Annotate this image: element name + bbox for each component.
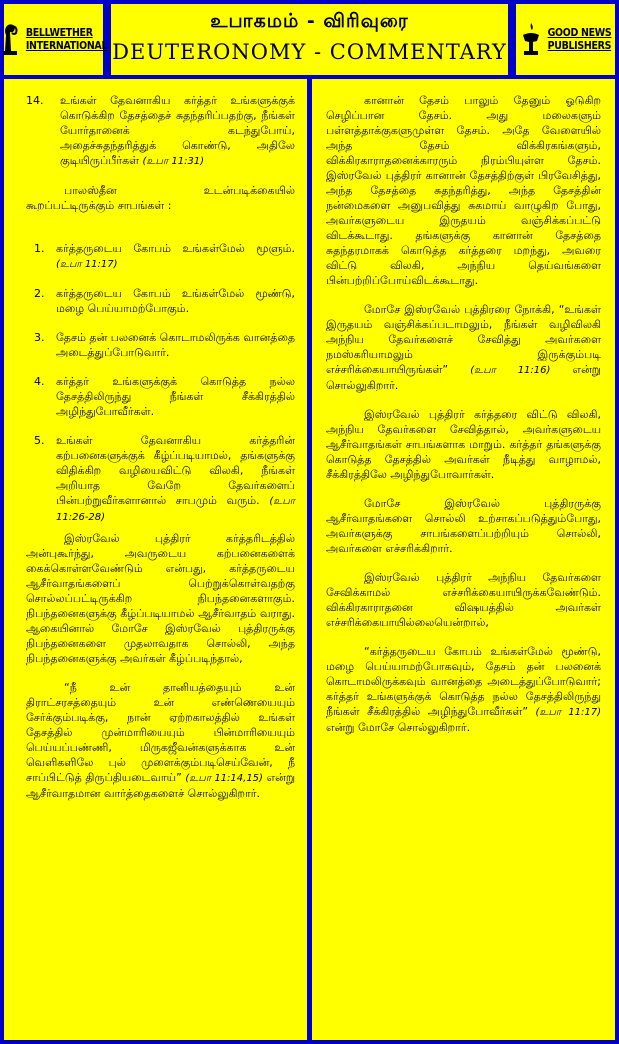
page-header (111, 4, 508, 75)
logo-right-line2: PUBLISHERS (547, 39, 612, 52)
paragraph: மோசே இஸ்ரவேல் புத்திரரை நோக்கி, “உங்கள் இருதயம் வஞ்சிக்கப்படாமலும், நீங்கள் வழிவிலகி அந்நிய தேவர்களைச் சேவித்து அவர்களை நமஸ்கரியாமலும் இருக்கும்படி எச்சரிக்கையாயிருங்கள்” (உபா 11:16) என்று சொல்லுகிறார். (326, 303, 601, 392)
logo-right-line1: GOOD NEWS (547, 26, 612, 39)
logo-left-line2: INTERNATIONAL (25, 39, 108, 52)
verse-ref: (உபா 11:31) (142, 156, 205, 167)
paragraph: மோசே இஸ்ரவேல் புத்திரருக்கு ஆசீர்வாதங்களை சொல்லி உற்சாகப்படுத்தும்போது, அவர்களுக்கு சாபங்களைப்பற்றியும் சொல்லி, அவர்களை எச்சரிக்கிறார். (326, 497, 601, 555)
lamp-icon (520, 21, 542, 59)
ram-icon (0, 21, 20, 59)
right-column (312, 79, 615, 1040)
list-item: 4. கர்த்தர் உங்களுக்குக் கொடுத்த நல்ல தேசத்திலிருந்து நீங்கள் சீக்கிரத்தில் அழிந்துபோவீர்கள். (34, 375, 295, 418)
paragraph: இஸ்ரவேல் புத்திரர் கர்த்தரை விட்டு விலகி, அந்நிய தேவர்களை சேவித்தால், அவர்களுடைய ஆசீர்வாதங்கள் சாபங்களாக மாறும். கர்த்தர் தங்களுக்கு கொடுத்த தேசத்தில் அவர்கள் நீடித்து வாழாமல், சீக்கிரத்திலே அழிந்துபோவார்கள். (326, 408, 601, 481)
list-item: 3. தேசம் தன் பலனைக் கொடாமலிருக்க வானத்தை அடைத்துப்போடுவார். (34, 331, 296, 359)
verse-number: 14. (26, 94, 44, 107)
english-title: DEUTERONOMY - COMMENTARY (112, 40, 507, 64)
curses-intro: பாலஸ்தீன உடன்படிக்கையில் கூறப்பட்டிருக்கும் சாபங்கள் : (26, 184, 295, 212)
verse-14 (26, 93, 295, 169)
logo-left-line1: BELLWETHER (25, 26, 93, 39)
list-item: 2. கர்த்தருடைய கோபம் உங்கள்மேல் மூண்டு, மழை பெய்யாமற்போகும். (34, 287, 295, 315)
paragraph: இஸ்ரவேல் புத்திரர் அந்நிய தேவர்களை சேவிக்காமல் எச்சரிக்கையாயிருக்கவேண்டும். விக்கிரகாராதனை விஷயத்தில் அவர்கள் எச்சரிக்கையாயில்லையென்றால், (326, 571, 601, 629)
list-item: 1. கர்த்தருடைய கோபம் உங்கள்மேல் மூளும். (உபா 11:17) (34, 242, 295, 270)
verse-text: உங்கள் தேவனாகிய கர்த்தர் உங்களுக்குக் கொடுக்கிற தேசத்தைச் சுதந்தரிப்பதற்கு, நீங்கள் யோர்தானைக் கடந்துபோய், அதைச்சுதந்தரித்துக் கொண்டு, அதிலே குடியிருப்பீர்கள் (60, 94, 295, 167)
blessing-quote: “நீ உன் தானியத்தையும் உன் திராட்சரசத்தையும் உன் எண்ணெயையும் சேர்க்கும்படிக்கு, நான் ஏற்றகாலத்தில் உங்கள் தேசத்தில் முன்மாரியையும் பின்மாரியையும் பெய்யப்பண்ணி, மிருகஜீவன்களுக்காக உன் வெளிகளிலே புல் முளைக்கும்படிசெய்வேன், நீ சாப்பிட்டுத் திருப்தியடைவாய்” (உபா 11:14,15) என்று ஆசீர்வாதமான வார்த்தைகளைச் சொல்லுகிறார். (26, 681, 296, 800)
paragraph: இஸ்ரவேல் புத்திரர் கர்த்தரிடத்தில் அன்புகூர்ந்து, அவருடைய கற்பனைகளைக் கைக்கொள்ளவேண்டும் என்பது, கர்த்தருடைய ஆசீர்வாதங்களைப் பெற்றுக்கொள்வதற்கு சொல்லப்பட்டிருக்கிற நிபந்தனைகளாகும். நிபந்தனைகளுக்கு கீழ்ப்படியாமல் ஆசீர்வாதம் வராது. ஆகையினால் மோசே இஸ்ரவேல் புத்திரருக்கு நிபந்தனைகளை முதலாவதாக சொல்லி, அந்த நிபந்தனைகளுக்கு அவர்கள் கீழ்ப்படிந்தால், (26, 532, 295, 665)
logo-bellwether (4, 4, 108, 75)
paragraph: கானான் தேசம் பாலும் தேனும் ஓடுகிற செழிப்பான தேசம். அது மலைகளும் பள்ளத்தாக்குகளுமுள்ள தேசம். அதே வேளையில் அந்த தேசம் விக்கிரகங்களும், விக்கிரகாராதனைக்காரரும் நிரம்பியுள்ள தேசம். இஸ்ரவேல் புத்திரர் கானான் தேசத்திற்குள் பிரவேசித்து, அந்த தேசத்தை சுதந்தரித்து, அந்த தேசத்தின் நன்மைகளை அனுபவித்து சுகமாய் வாழுகிற போது, அவர்களுடைய இருதயம் வஞ்சிக்கப்பட்டு விடக்கூடாது. தங்களுக்கு கானான் தேசத்தை சுதந்தரமாகக் கொடுத்த கர்த்தரை மறந்து, அவரை விட்டு விலகி, அந்நிய தெய்வங்களை பின்பற்றிப்போய்விடக்கூடாது. (326, 94, 601, 287)
logo-good-news (516, 4, 615, 75)
list-item: 5. உங்கள் தேவனாகிய கர்த்தரின் கற்பனைகளுக்குக் கீழ்ப்படியாமல், தங்களுக்கு விதிக்கிற வழியைவிட்டு விலகி, நீங்கள் அறியாத வேறே தேவர்களைப் பின்பற்றுவீர்களானால் சாபமும் வரும். (உபா 11:26-28) (34, 434, 295, 523)
tamil-title: உபாகமம் - விரிவுரை (210, 10, 409, 32)
paragraph: “கர்த்தருடைய கோபம் உங்கள்மேல் மூண்டு, மழை பெய்யாமற்போகவும், தேசம் தன் பலனைக் கொடாமலிருக்கவும் வானத்தை அடைத்துப்போடுவார்; கர்த்தர் உங்களுக்குக் கொடுத்த நல்ல தேசத்திலிருந்து நீங்கள் சீக்கிரத்தில் அழிந்துபோவீர்கள்” (உபா 11:17) என்று மோசே சொல்லுகிறார். (326, 645, 601, 734)
left-column (4, 79, 307, 1040)
